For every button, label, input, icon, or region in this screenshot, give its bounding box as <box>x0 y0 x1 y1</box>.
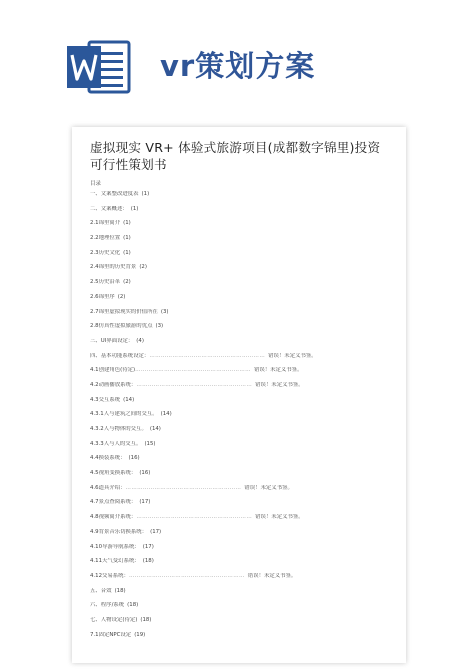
toc-entry[interactable] <box>90 353 390 368</box>
toc-entry[interactable] <box>90 470 390 485</box>
toc-entry[interactable] <box>90 455 390 470</box>
toc-page-number: (18) <box>142 558 154 565</box>
toc-entry-error: 错误！未定义书签。 <box>255 381 304 388</box>
toc-entry[interactable] <box>90 309 390 324</box>
toc-entry-text: 五、音效 <box>90 587 112 594</box>
toc-page-number: (17) <box>142 543 154 550</box>
toc-dot-leader: …………………………………………………… <box>135 367 251 374</box>
toc-entry-text: 2.3历史文化 <box>90 249 121 256</box>
toc-entry[interactable] <box>90 529 390 544</box>
toc-entry-text: 三、UI界面设定： <box>90 337 134 344</box>
toc-entry-text: 4.3交互系统 <box>90 396 121 403</box>
toc-entry-text: 2.6锦里序 <box>90 293 115 300</box>
toc-entry-text: 4.4换装系统： <box>90 455 126 462</box>
toc-entry[interactable] <box>90 279 390 294</box>
toc-entry-text: 4.3.1人与建筑之间的交互。 <box>90 411 158 418</box>
toc-page-number: (16) <box>139 470 151 477</box>
toc-entry[interactable] <box>90 206 390 221</box>
toc-entry[interactable] <box>90 602 390 617</box>
toc-page-number: (17) <box>150 528 162 535</box>
table-of-contents <box>90 191 390 646</box>
toc-entry[interactable] <box>90 323 390 338</box>
toc-entry-text: 六、程序/系统 <box>90 602 125 609</box>
toc-page-number: (1) <box>123 220 131 227</box>
toc-entry-text: 4.11天气变幻系统： <box>90 558 140 565</box>
toc-entry-text: 4.5视角变换系统： <box>90 470 137 477</box>
toc-page-number: (14) <box>149 426 161 432</box>
toc-entry-text: 2.4锦里的历史背景 <box>90 264 137 271</box>
toc-entry-error: 错误！未定义书签。 <box>247 572 297 579</box>
toc-entry[interactable] <box>90 573 390 588</box>
toc-entry-text: 4.6道具介绍： <box>90 484 126 491</box>
toc-entry[interactable] <box>90 235 390 250</box>
toc-page-number: (1) <box>141 191 150 197</box>
toc-page-number: (1) <box>123 249 131 256</box>
toc-entry-text: 4.12交易系统： <box>90 572 129 579</box>
toc-page-number: (2) <box>139 264 147 271</box>
toc-page-number: (15) <box>144 440 156 447</box>
toc-dot-leader: …………………………………………………… <box>136 381 253 388</box>
toc-page-number: (14) <box>160 411 172 418</box>
toc-page-number: (3) <box>160 308 169 315</box>
toc-entry-error: 错误！未定义书签。 <box>268 352 317 359</box>
toc-entry-text: 2.2地理位置 <box>90 235 121 242</box>
toc-page-number: (14) <box>123 396 135 403</box>
toc-dot-leader: …………………………………………………… <box>136 514 253 521</box>
toc-heading: 目录 <box>90 181 102 187</box>
toc-page-number: (18) <box>114 587 126 594</box>
toc-entry-text: 7.1固定NPC设定 <box>90 631 132 638</box>
toc-page-number: (16) <box>128 455 140 462</box>
toc-entry[interactable] <box>90 264 390 279</box>
toc-entry[interactable] <box>90 514 390 529</box>
banner-title: vr策划方案 <box>160 49 316 83</box>
toc-entry[interactable] <box>90 191 390 206</box>
toc-entry[interactable] <box>90 499 390 514</box>
toc-entry[interactable] <box>90 411 390 426</box>
toc-entry-text: 4.3.3人与人的交互。 <box>90 440 142 447</box>
toc-entry-text: 4.7景点查阅系统： <box>90 499 137 506</box>
toc-entry-text: 2.1锦里简介 <box>90 220 121 227</box>
toc-entry[interactable] <box>90 382 390 397</box>
toc-entry-error: 错误！未定义书签。 <box>244 484 293 491</box>
toc-entry-text: 一、文案整改进度表 <box>90 191 139 197</box>
toc-entry-text: 4.9背景音乐切换系统： <box>90 528 148 535</box>
toc-entry[interactable] <box>90 558 390 573</box>
toc-entry[interactable] <box>90 441 390 456</box>
word-document-icon <box>67 38 131 96</box>
toc-entry-text: 4.10导游导航系统： <box>90 543 140 550</box>
document-title: 虚拟现实 VR+ 体验式旅游项目(成都数字锦里)投资可行性策划书 <box>90 140 381 172</box>
toc-entry[interactable] <box>90 588 390 603</box>
toc-dot-leader: …………………………………………………… <box>149 352 266 359</box>
toc-entry-error: 错误！未定义书签。 <box>255 514 304 521</box>
toc-entry[interactable] <box>90 426 390 441</box>
toc-entry-text: 4.8视频简介系统： <box>90 514 137 521</box>
toc-entry[interactable] <box>90 250 390 265</box>
toc-entry-text: 2.7锦里虚拟现实的价值所在 <box>90 308 158 315</box>
document-page <box>72 127 406 663</box>
toc-dot-leader: …………………………………………………… <box>125 484 242 491</box>
toc-entry[interactable] <box>90 294 390 309</box>
toc-entry[interactable] <box>90 220 390 235</box>
toc-entry[interactable] <box>90 338 390 353</box>
toc-page-number: (17) <box>139 499 151 506</box>
toc-page-number: (3) <box>155 323 164 330</box>
toc-entry[interactable] <box>90 617 390 632</box>
toc-page-number: (1) <box>123 235 131 242</box>
toc-page-number: (2) <box>117 293 126 300</box>
toc-entry[interactable] <box>90 544 390 559</box>
toc-page-number: (4) <box>136 337 144 344</box>
toc-page-number: (19) <box>134 631 146 638</box>
toc-page-number: (18) <box>127 602 139 609</box>
toc-entry[interactable] <box>90 367 390 382</box>
toc-entry-text: 四、基本功能系统设定： <box>90 352 150 359</box>
toc-entry-text: 4.2动画播放系统： <box>90 381 137 388</box>
toc-entry-text: 二、文案概述： <box>90 205 128 212</box>
toc-entry-error: 错误！未定义书签。 <box>253 367 303 374</box>
toc-page-number: (1) <box>130 205 139 212</box>
toc-entry-text: 2.5历史沿革 <box>90 279 121 286</box>
toc-page-number: (2) <box>123 279 131 286</box>
toc-page-number: (18) <box>140 616 152 623</box>
toc-entry[interactable] <box>90 397 390 412</box>
toc-entry[interactable] <box>90 632 390 647</box>
header-banner <box>0 0 474 128</box>
toc-dot-leader: …………………………………………………… <box>128 572 245 579</box>
toc-entry-text: 2.8仿真性虚拟旅游的优点 <box>90 323 153 330</box>
toc-entry[interactable] <box>90 485 390 500</box>
toc-entry-text: 4.1创建角色(待定) <box>90 367 136 374</box>
toc-entry-text: 4.3.2人与物体的交互。 <box>90 426 147 432</box>
toc-entry-text: 七、人物设定(待定) <box>90 616 138 623</box>
